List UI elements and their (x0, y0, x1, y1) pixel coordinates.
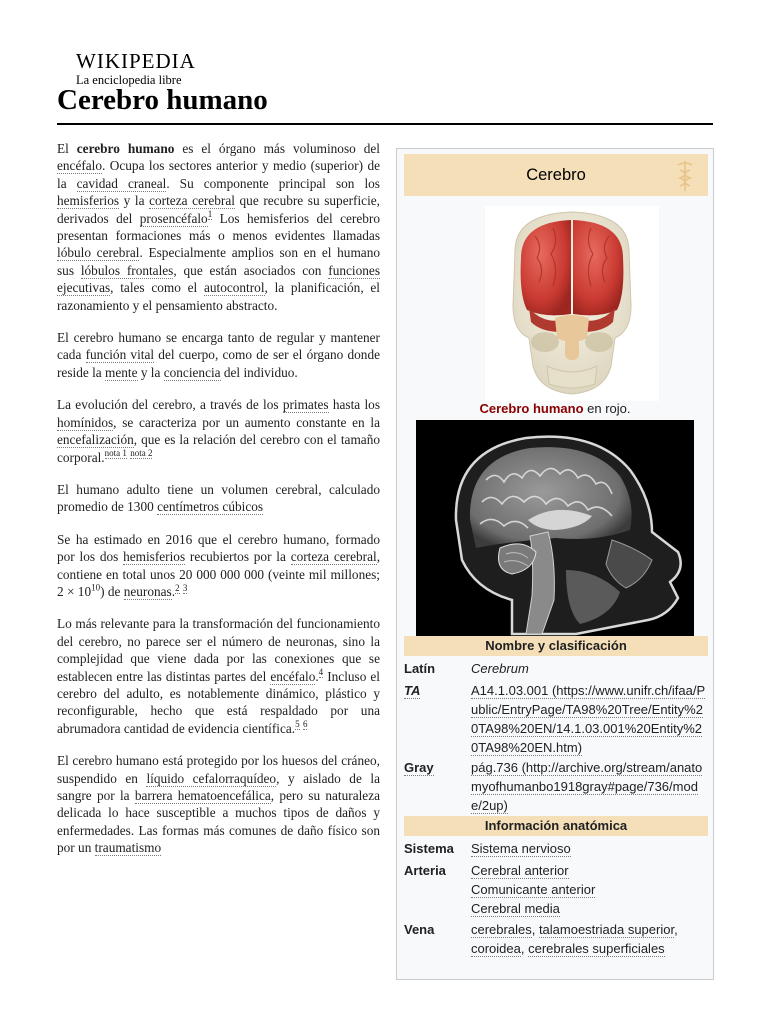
row-value: Cerebrum (471, 661, 529, 676)
link-conciencia[interactable]: conciencia (163, 364, 221, 380)
text: del cuerpo, como de ser el órgano donde reside la (57, 347, 381, 380)
row-value (471, 839, 708, 858)
page-title: Cerebro humano (57, 84, 268, 116)
paragraph-5 (57, 531, 380, 601)
link-hominidos[interactable]: homínidos (57, 414, 114, 430)
text: . Especialmente amplios son en el humano sus (57, 245, 380, 278)
link-cerebral-anterior[interactable]: Cerebral anterior (471, 863, 569, 878)
text: Se ha estimado en 2016 que el cerebro humano, formado por los dos (57, 531, 380, 565)
text: , la planificación, el razonamiento y el pensamiento abstracto. (57, 280, 380, 313)
link-cavidad-craneal[interactable]: cavidad craneal (76, 175, 167, 191)
row-value: cerebrales, talamoestriada superior, coroidea, cerebrales superficiales (471, 922, 678, 956)
note-reference-1[interactable]: nota 1 (104, 448, 127, 459)
caduceus-icon (674, 158, 696, 192)
reference-5[interactable]: 5 (295, 719, 300, 730)
link-hemisferios[interactable]: hemisferios (123, 549, 186, 565)
link-hemisferios[interactable]: hemisferios (57, 193, 120, 209)
text: ) de (100, 583, 124, 599)
infobox (396, 148, 714, 980)
link-comunicante-anterior[interactable]: Comunicante anterior (471, 882, 596, 897)
link-corteza-cerebral[interactable]: corteza cerebral (290, 549, 377, 565)
text: El humano adulto tiene un volumen cerebral, calculado promedio de 1300 (57, 481, 380, 515)
bold-term: cerebro humano (76, 141, 175, 156)
row-label: Sistema (404, 841, 454, 856)
reference-6[interactable]: 6 (302, 719, 308, 730)
link-barrera-hematoencefalica[interactable]: barrera hematoencefálica (134, 788, 271, 803)
title-divider (57, 123, 713, 125)
note-reference-2[interactable]: nota 2 (130, 448, 153, 459)
reference-3[interactable]: 3 (182, 582, 188, 593)
reference-4[interactable]: 4 (318, 667, 324, 678)
article-body (57, 140, 380, 872)
text: Lo más relevante para la transformación del funcionamiento del cerebro, no parece ser el número de neuronas, sino la complejidad que viene dada por las conexiones que se establecen entre las distintas partes del (57, 616, 380, 684)
row-value (471, 861, 708, 918)
link-cerebrales-superficiales[interactable]: cerebrales superficiales (528, 941, 665, 956)
text: Incluso el cerebro del adulto, es notablemente dinámico, plástico y reconfigurable, hecho que está respaldado por una abrumadora cantidad de evidencia científica. (57, 668, 381, 736)
text: El cerebro humano está protegido por los huesos del cráneo, suspendido en (57, 753, 380, 786)
paragraph-4 (57, 481, 380, 516)
text: , que están asociados con (173, 262, 329, 278)
link-cerebrales[interactable]: cerebrales (471, 922, 532, 937)
row-label: Arteria (404, 863, 446, 878)
link-cerebral-media[interactable]: Cerebral media (471, 901, 560, 916)
text: y la (119, 193, 150, 209)
infobox-header (404, 154, 708, 196)
text: del individuo. (220, 364, 298, 380)
section-header-anatomica: Información anatómica (404, 816, 708, 836)
link-encefalizacion[interactable]: encefalización (57, 432, 134, 448)
caption-highlight: Cerebro humano (479, 401, 584, 416)
link-funcion-vital[interactable]: función vital (85, 347, 155, 363)
text: El cerebro humano se encarga tanto de regular y mantener cada (57, 330, 380, 363)
paragraph-7 (57, 752, 380, 856)
row-label[interactable] (404, 758, 466, 777)
link-encefalo[interactable]: encéfalo (57, 158, 103, 174)
text: , tales como el (110, 280, 204, 296)
link-autocontrol[interactable]: autocontrol (203, 280, 265, 296)
text: La evolución del cerebro, a través de los (57, 397, 283, 413)
paragraph-6 (57, 615, 380, 737)
section-header-nombre: Nombre y clasificación (404, 636, 708, 656)
text: El (57, 141, 77, 156)
gray-link[interactable]: Gray (404, 760, 434, 775)
image-caption (397, 401, 713, 416)
brain-skull-image[interactable] (485, 206, 659, 401)
ta-link[interactable]: TA (404, 683, 421, 698)
wikipedia-logo[interactable] (76, 50, 196, 87)
link-mente[interactable]: mente (105, 364, 138, 380)
row-label: Vena (404, 922, 435, 937)
link-primates[interactable]: primates (282, 397, 329, 413)
link-encefalo[interactable]: encéfalo (270, 668, 316, 684)
caption-text: en rojo. (583, 401, 631, 416)
row-value (471, 681, 708, 757)
text: , se caracteriza por un aumento constante en la (113, 414, 380, 430)
text: , y aislado de la sangre por la (57, 770, 380, 803)
link-talamoestriada-superior[interactable]: talamoestriada superior (538, 922, 675, 937)
infobox-row-sistema (404, 839, 708, 859)
text: y la (137, 364, 164, 380)
link-liquido-cefalorraquideo[interactable]: líquido cefalorraquídeo (146, 770, 277, 786)
link-coroidea[interactable]: coroidea (471, 941, 521, 956)
row-value (471, 758, 708, 815)
text: . (171, 583, 176, 599)
paragraph-1 (57, 140, 380, 314)
text: . Ocupa los sectores anterior y medio (superior) de la (57, 158, 380, 191)
link-corteza-cerebral[interactable]: corteza cerebral (149, 193, 235, 209)
reference-1[interactable]: 1 (207, 209, 213, 220)
paragraph-3 (57, 396, 380, 466)
text: , pero su naturaleza delicada lo hace susceptible a muchos tipos de daños y enfermedades. Las formas más comunes de daño físico son por un (57, 788, 380, 856)
infobox-row-latin (404, 659, 708, 679)
row-label[interactable] (404, 681, 466, 700)
ta-external-link[interactable]: A14.1.03.001 (https://www.unifr.ch/ifaa/Public/EntryPage/TA98%20Tree/Entity%20TA98%20EN/14.1.03.001%20Entity%20TA98%20EN.htm) (471, 683, 706, 755)
infobox-row-ta (404, 681, 708, 761)
text: , contiene en total unos 20 000 000 000 (veinte mil millones; 2 × 10 (57, 549, 381, 599)
paragraph-2 (57, 329, 380, 381)
row-label: Latín (404, 661, 436, 676)
text: , que es la relación del cerebro con el tamaño corporal. (57, 432, 380, 465)
text: que recubre su superficie, derivados del (57, 193, 380, 226)
text: . (315, 668, 319, 684)
reference-2[interactable]: 2 (175, 582, 180, 593)
link-funciones-ejecutivas[interactable]: funciones ejecutivas (57, 262, 380, 296)
logo-tagline: La enciclopedia libre (76, 73, 182, 87)
infobox-row-gray (404, 758, 708, 818)
infobox-row-arteria (404, 861, 708, 919)
text: hasta los (328, 397, 380, 413)
link-sistema-nervioso[interactable]: Sistema nervioso (471, 841, 571, 856)
text: Los hemisferios del cerebro presentan formaciones más o menos evidentes llamadas (57, 210, 380, 244)
infobox-row-vena (404, 920, 708, 960)
logo-wordmark: WIKIPEDIA (76, 49, 196, 73)
text: recubiertos por la (185, 549, 291, 565)
brain-mri-image[interactable] (416, 420, 694, 636)
link-traumatismo[interactable]: traumatismo (94, 840, 162, 856)
link-prosencefalo[interactable]: prosencéfalo (139, 210, 208, 226)
link-centimetros-cubicos[interactable]: centímetros cúbicos (157, 499, 264, 515)
link-lobulos-frontales[interactable]: lóbulos frontales (80, 262, 174, 278)
link-lobulo-cerebral[interactable]: lóbulo cerebral (57, 245, 140, 261)
exponent: 10 (91, 582, 101, 593)
infobox-title: Cerebro (526, 166, 586, 184)
gray-external-link[interactable]: pág.736 (http://archive.org/stream/anatomyofhumanbo1918gray#page/736/mode/2up) (471, 760, 703, 813)
link-neuronas[interactable]: neuronas (123, 583, 172, 599)
text: es el órgano más voluminoso del (174, 141, 380, 156)
text: . Su componente principal son los (166, 175, 380, 191)
